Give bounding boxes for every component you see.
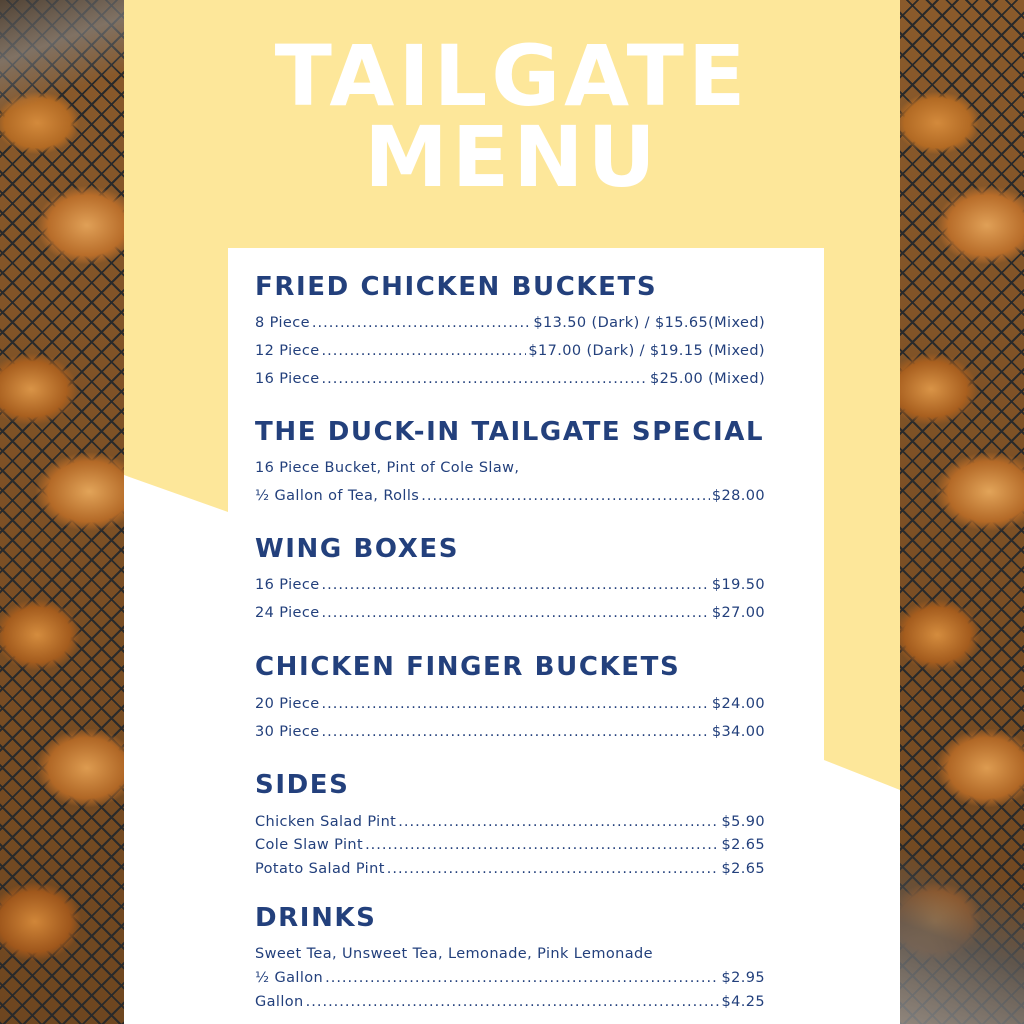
- menu-title-line-2: MENU: [364, 108, 660, 206]
- item-label: 12 Piece: [255, 343, 320, 359]
- menu-title-line-1: TAILGATE: [274, 27, 750, 125]
- dot-leader: [322, 371, 648, 387]
- item-label: ½ Gallon of Tea, Rolls: [255, 488, 420, 504]
- item-price: $4.25: [721, 994, 765, 1010]
- item-label: Potato Salad Pint: [255, 861, 385, 877]
- item-price: $13.50 (Dark) / $15.65(Mixed): [533, 315, 765, 331]
- dot-leader: [387, 861, 720, 877]
- fried-chicken-photo-right: [900, 0, 1024, 1024]
- dot-leader: [398, 814, 719, 830]
- special-description: 16 Piece Bucket, Pint of Cole Slaw,: [255, 460, 520, 476]
- item-price: $34.00: [711, 724, 765, 740]
- item-price: $24.00: [711, 696, 765, 712]
- menu-item-row: [255, 970, 765, 986]
- section-heading-fried-chicken: FRIED CHICKEN BUCKETS: [255, 272, 658, 302]
- item-label: Gallon: [255, 994, 304, 1010]
- dot-leader: [322, 577, 710, 593]
- dot-leader: [312, 315, 531, 331]
- section-heading-tailgate-special: THE DUCK-IN TAILGATE SPECIAL: [255, 417, 765, 447]
- dot-leader: [322, 696, 710, 712]
- menu-item-row: [255, 861, 765, 877]
- menu-item-row: [255, 371, 765, 387]
- item-label: 30 Piece: [255, 724, 320, 740]
- item-price: $2.95: [721, 970, 765, 986]
- dot-leader: [322, 724, 710, 740]
- menu-item-row: [255, 315, 765, 331]
- item-label: Chicken Salad Pint: [255, 814, 397, 830]
- baking-pan-edge: [0, 0, 124, 110]
- dot-leader: [325, 970, 719, 986]
- menu-item-row: [255, 837, 765, 853]
- item-label: 24 Piece: [255, 605, 320, 621]
- item-price: $2.65: [721, 837, 765, 853]
- item-price: $27.00: [711, 605, 765, 621]
- item-price: $25.00 (Mixed): [649, 371, 765, 387]
- item-price: $5.90: [721, 814, 765, 830]
- dot-leader: [365, 837, 719, 853]
- section-heading-finger-buckets: CHICKEN FINGER BUCKETS: [255, 652, 681, 682]
- item-price: $28.00: [711, 488, 765, 504]
- item-label: 16 Piece: [255, 577, 320, 593]
- item-label: 8 Piece: [255, 315, 310, 331]
- menu-item-row: [255, 724, 765, 740]
- item-price: $17.00 (Dark) / $19.15 (Mixed): [528, 343, 765, 359]
- menu-item-row: [255, 696, 765, 712]
- section-heading-drinks: DRINKS: [255, 903, 377, 933]
- dot-leader: [322, 343, 527, 359]
- item-label: Cole Slaw Pint: [255, 837, 364, 853]
- dot-leader: [322, 605, 710, 621]
- item-price: $19.50: [711, 577, 765, 593]
- section-heading-sides: SIDES: [255, 770, 350, 800]
- menu-item-row: [255, 577, 765, 593]
- menu-item-row: [255, 343, 765, 359]
- menu-item-row: [255, 814, 765, 830]
- dot-leader: [306, 994, 720, 1010]
- item-label: 20 Piece: [255, 696, 320, 712]
- section-heading-wing-boxes: WING BOXES: [255, 534, 460, 564]
- menu-item-row: [255, 994, 765, 1010]
- menu-item-row: [255, 605, 765, 621]
- fried-chicken-photo-left: [0, 0, 124, 1024]
- menu-item-row: [255, 488, 765, 504]
- baking-pan-handle: [900, 844, 1024, 1024]
- dot-leader: [421, 488, 710, 504]
- drinks-description: Sweet Tea, Unsweet Tea, Lemonade, Pink Lemonade: [255, 946, 653, 962]
- item-label: ½ Gallon: [255, 970, 324, 986]
- item-label: 16 Piece: [255, 371, 320, 387]
- item-price: $2.65: [721, 861, 765, 877]
